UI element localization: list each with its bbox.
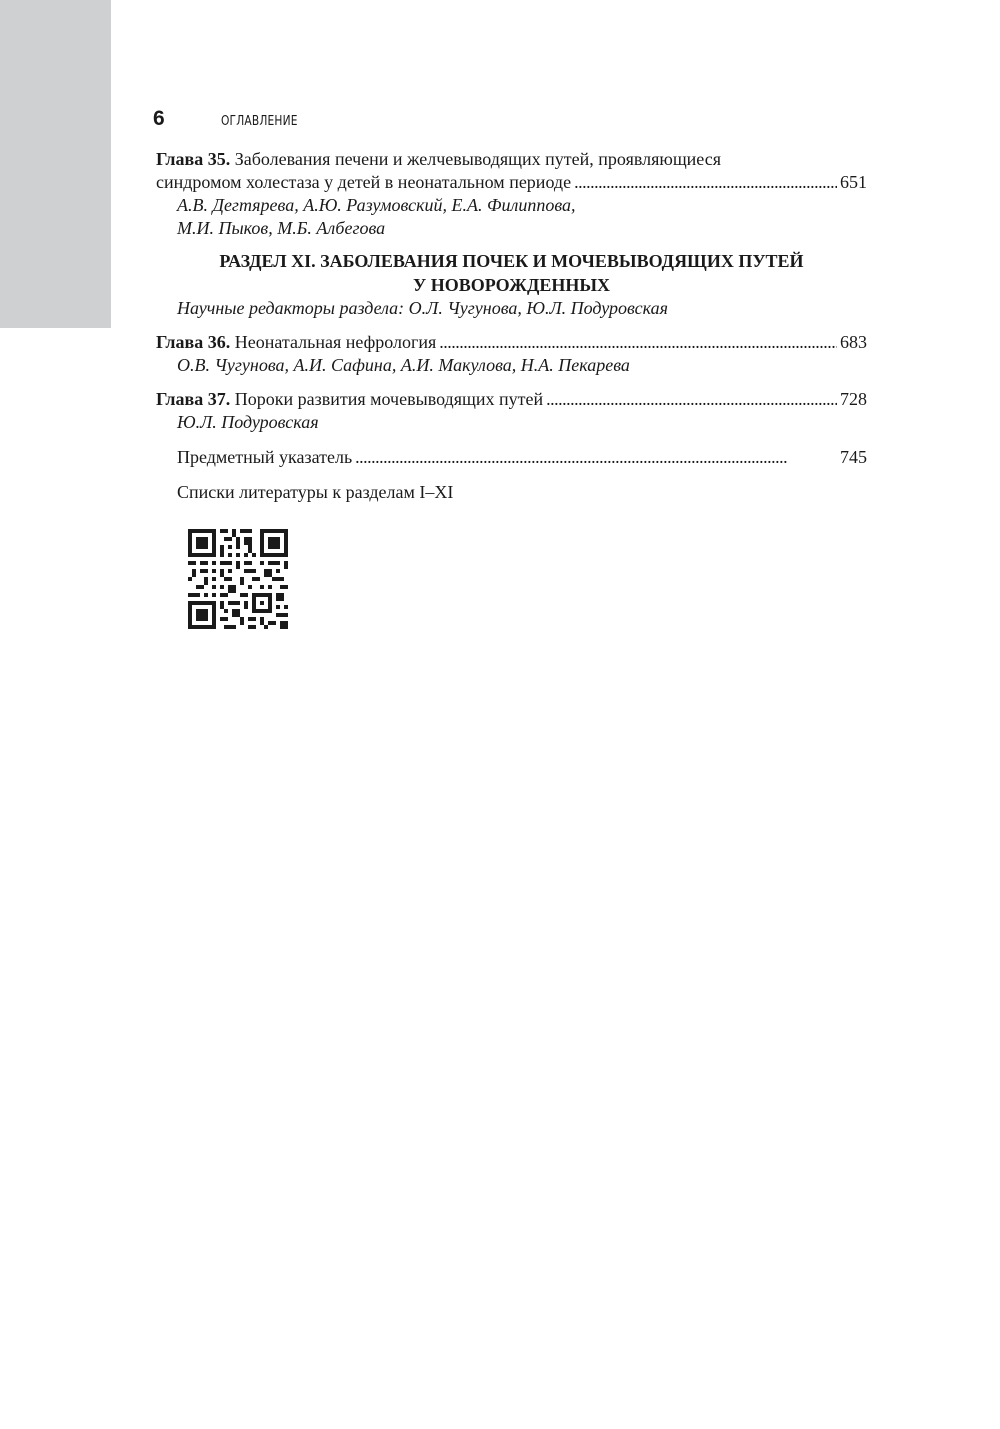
toc-entry-chapter-37[interactable]	[156, 388, 867, 434]
chapter-authors: Ю.Л. Подуровская	[177, 412, 319, 432]
chapter-label: Глава 35.	[156, 149, 231, 169]
toc-entry-title-line	[156, 171, 867, 194]
toc-entry-title-line	[177, 481, 867, 504]
running-head-title: ОГЛАВЛЕНИЕ	[221, 114, 298, 129]
section-heading-line: РАЗДЕЛ XI. ЗАБОЛЕВАНИЯ ПОЧЕК И МОЧЕВЫВОДЯЩИХ ПУТЕЙ	[219, 251, 804, 271]
spacer	[156, 377, 867, 388]
page-edge-tab	[0, 0, 111, 328]
qr-code[interactable]	[188, 529, 288, 629]
toc-entry-title-line	[156, 388, 867, 411]
toc-entry-title-line	[177, 446, 867, 469]
page-reference: 683	[840, 332, 867, 352]
table-of-contents	[156, 148, 867, 504]
chapter-label: Глава 37.	[156, 389, 231, 409]
chapter-title-continued: синдромом холестаза у детей в неонатальном периоде	[156, 172, 572, 192]
section-heading-line: У НОВОРОЖДЕННЫХ	[412, 275, 611, 295]
dot-leader	[355, 446, 837, 469]
toc-entry-chapter-35[interactable]	[156, 148, 867, 240]
dot-leader	[439, 331, 837, 354]
page-reference: 651	[840, 172, 867, 192]
page-number: 6	[153, 107, 165, 130]
chapter-authors: А.В. Дегтярева, А.Ю. Разумовский, Е.А. Филиппова,	[177, 195, 576, 215]
section-editors: Научные редакторы раздела: О.Л. Чугунова, Ю.Л. Подуровская	[177, 298, 668, 318]
page-reference: 728	[840, 389, 867, 409]
chapter-authors: О.В. Чугунова, А.И. Сафина, А.И. Макулова, Н.А. Пекарева	[177, 355, 630, 375]
running-head	[153, 107, 314, 131]
spacer	[156, 469, 867, 481]
chapter-label: Глава 36.	[156, 332, 231, 352]
page-reference: 745	[840, 447, 867, 467]
chapter-title: Пороки развития мочевыводящих путей	[234, 389, 544, 409]
references-title: Списки литературы к разделам I–XI	[177, 482, 454, 502]
toc-entry-title-line	[156, 331, 867, 354]
toc-entry-subject-index[interactable]	[156, 446, 867, 469]
spacer	[156, 434, 867, 446]
chapter-title: Неонатальная нефрология	[234, 332, 437, 352]
dot-leader	[574, 171, 837, 194]
index-title: Предметный указатель	[177, 447, 353, 467]
chapter-authors: М.И. Пыков, М.Б. Албегова	[177, 218, 386, 238]
section-heading	[156, 249, 867, 297]
toc-entry-references[interactable]	[156, 481, 867, 504]
dot-leader	[546, 388, 837, 411]
toc-entry-chapter-36[interactable]	[156, 331, 867, 377]
toc-entry-title-line	[156, 148, 867, 171]
chapter-title: Заболевания печени и желчевыводящих путей, проявляющиеся	[234, 149, 722, 169]
